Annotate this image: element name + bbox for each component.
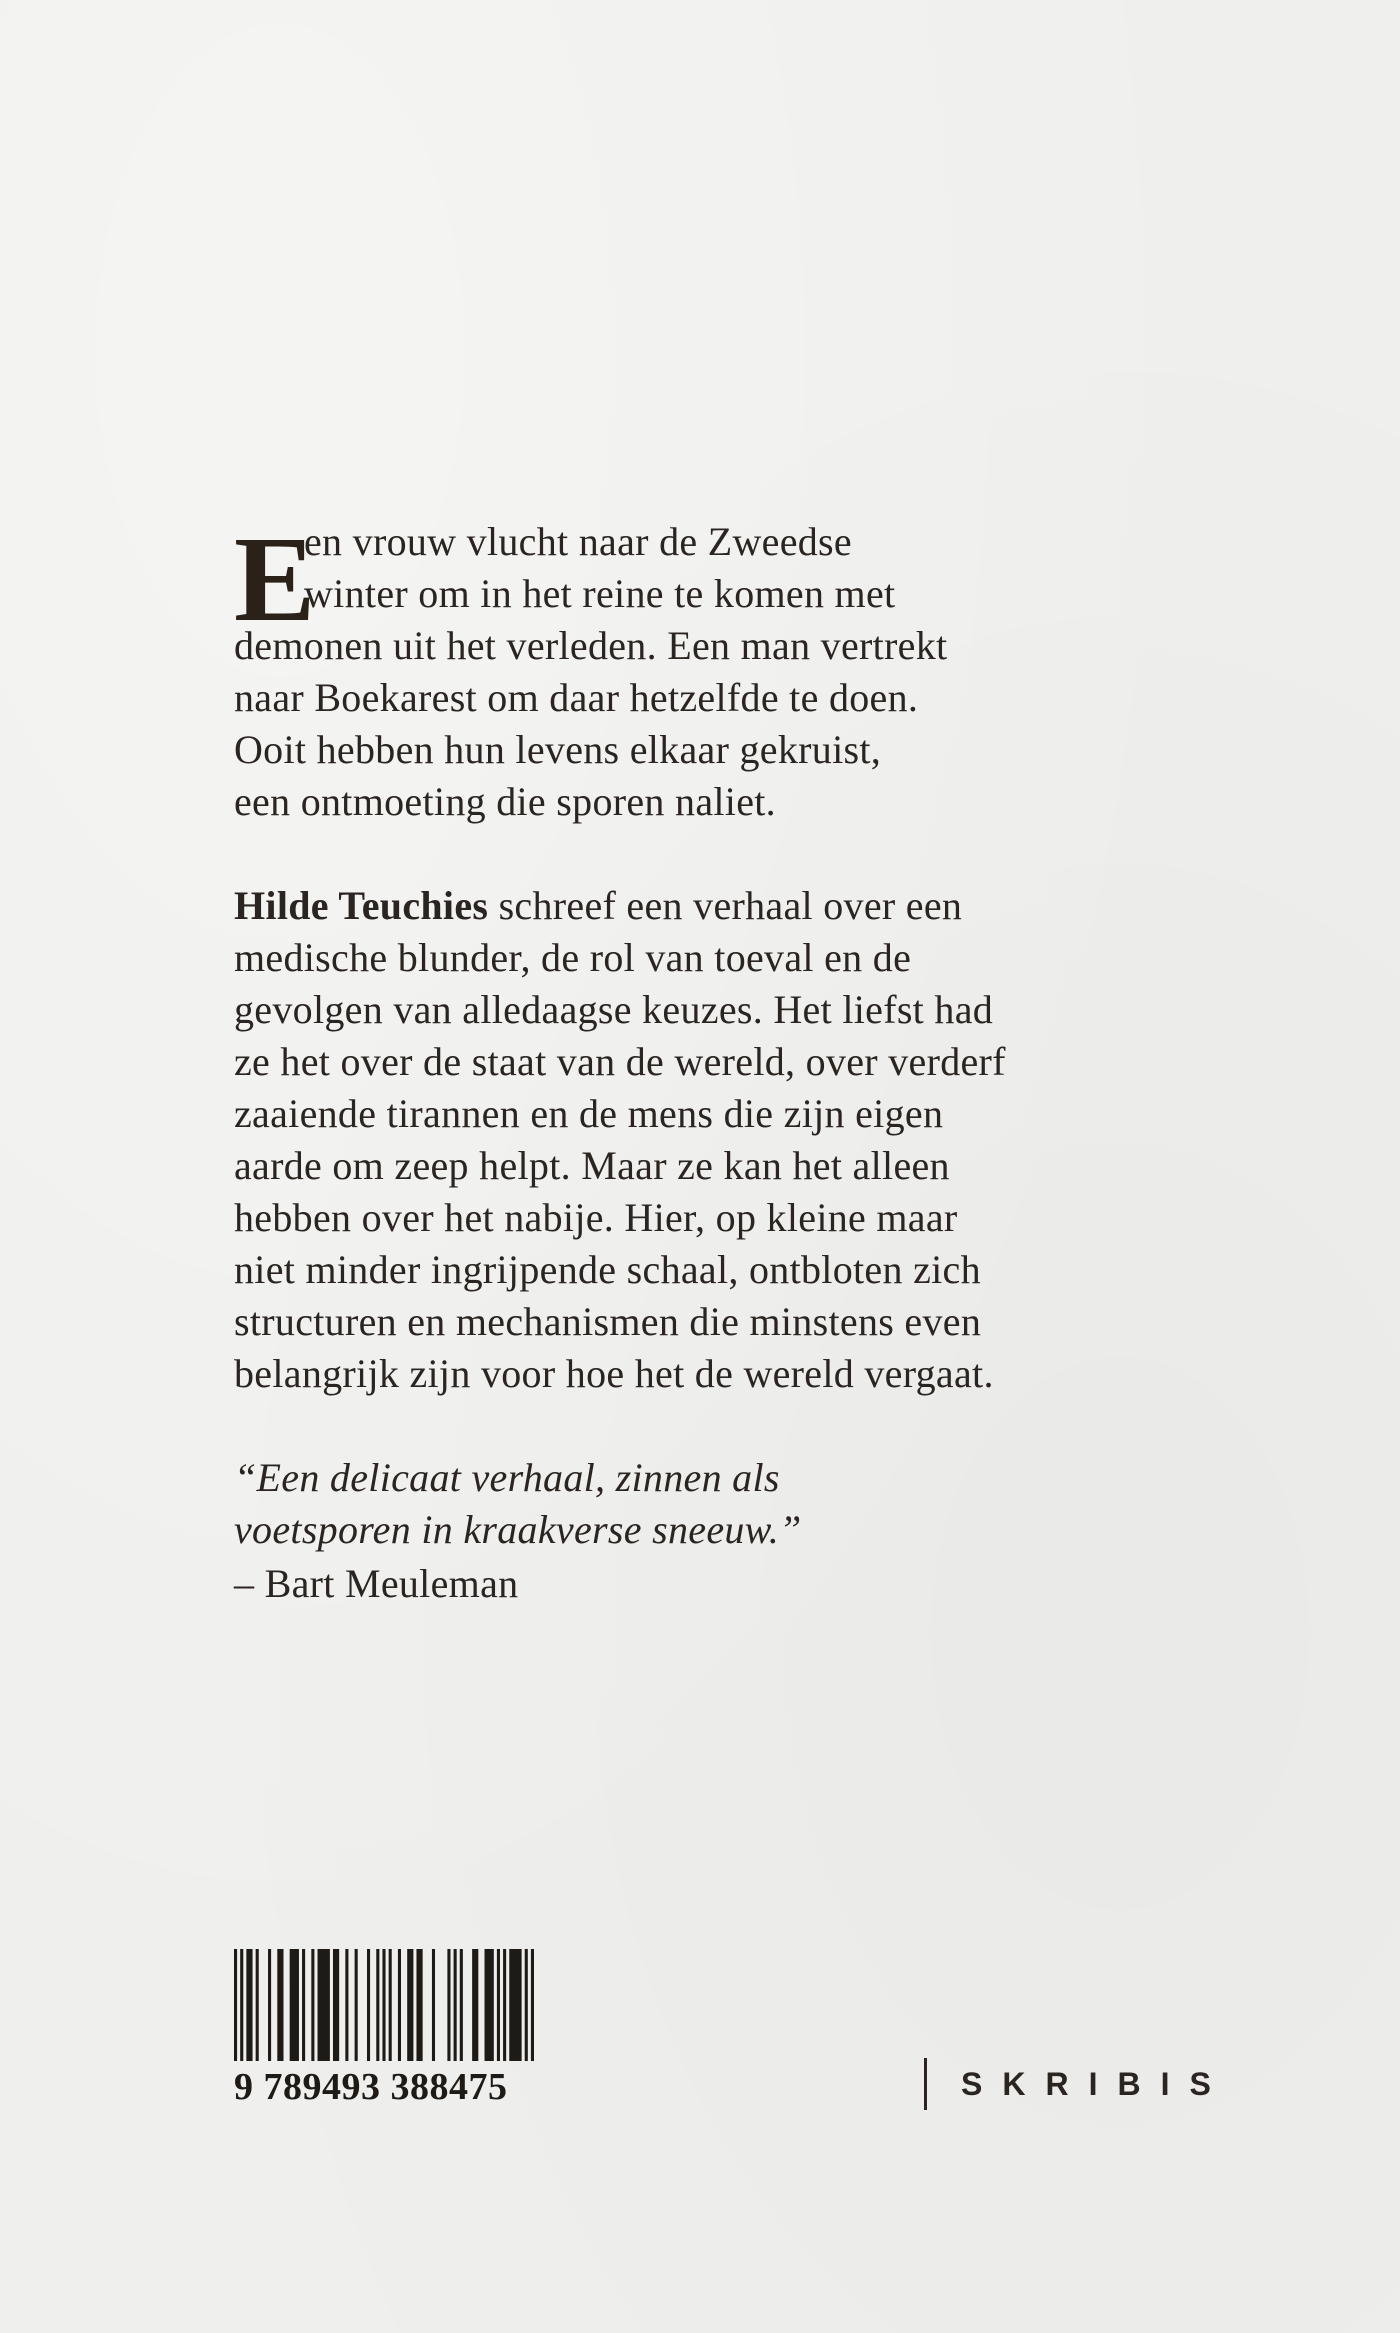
barcode-bar: [277, 1949, 283, 2061]
publisher-divider: [924, 2058, 927, 2110]
barcode-bar: [503, 1949, 506, 2061]
barcode-bar: [485, 1949, 494, 2061]
barcode-bar: [432, 1949, 435, 2061]
barcode-bar: [525, 1949, 528, 2061]
drop-cap: E: [234, 512, 316, 647]
barcode-bar: [240, 1949, 243, 2061]
barcode-bar: [382, 1949, 385, 2061]
barcode-bar: [509, 1949, 521, 2061]
barcode-bar: [472, 1949, 478, 2061]
barcode-bar: [376, 1949, 379, 2061]
barcode-bar: [333, 1949, 339, 2061]
author-paragraph-line: ze het over de staat van de wereld, over verderf: [234, 1039, 1006, 1084]
intro-line: winter om in het reine te komen met: [304, 571, 896, 616]
isbn-barcode-block: [234, 1949, 534, 2109]
author-line: [234, 880, 1114, 932]
barcode-bar: [234, 1949, 237, 2061]
barcode-bar: [311, 1949, 314, 2061]
barcode-bar: [318, 1949, 330, 2061]
intro-line: naar Boekarest om daar hetzelfde te doen.: [234, 675, 919, 720]
barcode-bar: [355, 1949, 358, 2061]
barcode-bar: [389, 1949, 392, 2061]
author-paragraph-line: gevolgen van alledaagse keuzes. Het liefst had: [234, 987, 994, 1032]
author-paragraph-line: niet minder ingrijpende schaal, ontbloten zich: [234, 1247, 981, 1292]
author-paragraph-line: aarde om zeep helpt. Maar ze kan het alleen: [234, 1143, 950, 1188]
barcode-image: [234, 1949, 534, 2061]
blurb-text: [234, 512, 1114, 1610]
barcode-bar: [416, 1949, 422, 2061]
author-line-rest: schreef een verhaal over een: [488, 883, 963, 928]
intro-paragraph: [234, 512, 1114, 828]
author-paragraph: [234, 880, 1114, 1400]
barcode-bar: [460, 1949, 463, 2061]
barcode-bar: [256, 1949, 259, 2061]
intro-line: Ooit hebben hun levens elkaar gekruist,: [234, 727, 882, 772]
barcode-bar: [447, 1949, 450, 2061]
author-paragraph-line: belangrijk zijn voor hoe het de wereld vergaat.: [234, 1351, 994, 1396]
intro-line: demonen uit het verleden. Een man vertrekt: [234, 623, 948, 668]
barcode-bar: [345, 1949, 348, 2061]
barcode-bar: [268, 1949, 271, 2061]
barcode-bar: [367, 1949, 370, 2061]
barcode-bar: [497, 1949, 500, 2061]
barcode-bar: [246, 1949, 252, 2061]
barcode-bar: [531, 1949, 534, 2061]
quote-attribution: – Bart Meuleman: [234, 1561, 519, 1606]
author-name: Hilde Teuchies: [234, 883, 489, 928]
intro-line: een ontmoeting die sporen naliet.: [234, 779, 776, 824]
author-paragraph-line: zaaiende tirannen en de mens die zijn eigen: [234, 1091, 944, 1136]
intro-line: en vrouw vlucht naar de Zweedse: [304, 519, 852, 564]
author-paragraph-line: medische blunder, de rol van toeval en de: [234, 935, 912, 980]
author-paragraph-line: hebben over het nabije. Hier, op kleine maar: [234, 1195, 958, 1240]
barcode-bar: [398, 1949, 401, 2061]
publisher-logo: [924, 2058, 1231, 2110]
barcode-bar: [454, 1949, 457, 2061]
quote-line: voetsporen in kraakverse sneeuw.”: [234, 1507, 802, 1552]
author-paragraph-line: structuren en mechanismen die minstens even: [234, 1299, 982, 1344]
barcode-bar: [290, 1949, 299, 2061]
publisher-name: SKRIBIS: [961, 2065, 1231, 2102]
isbn-number: 9 789493 388475: [234, 2066, 508, 2108]
review-quote: [234, 1452, 1114, 1610]
quote-line: “Een delicaat verhaal, zinnen als: [234, 1455, 780, 1500]
barcode-bar: [302, 1949, 305, 2061]
barcode-bar: [407, 1949, 413, 2061]
